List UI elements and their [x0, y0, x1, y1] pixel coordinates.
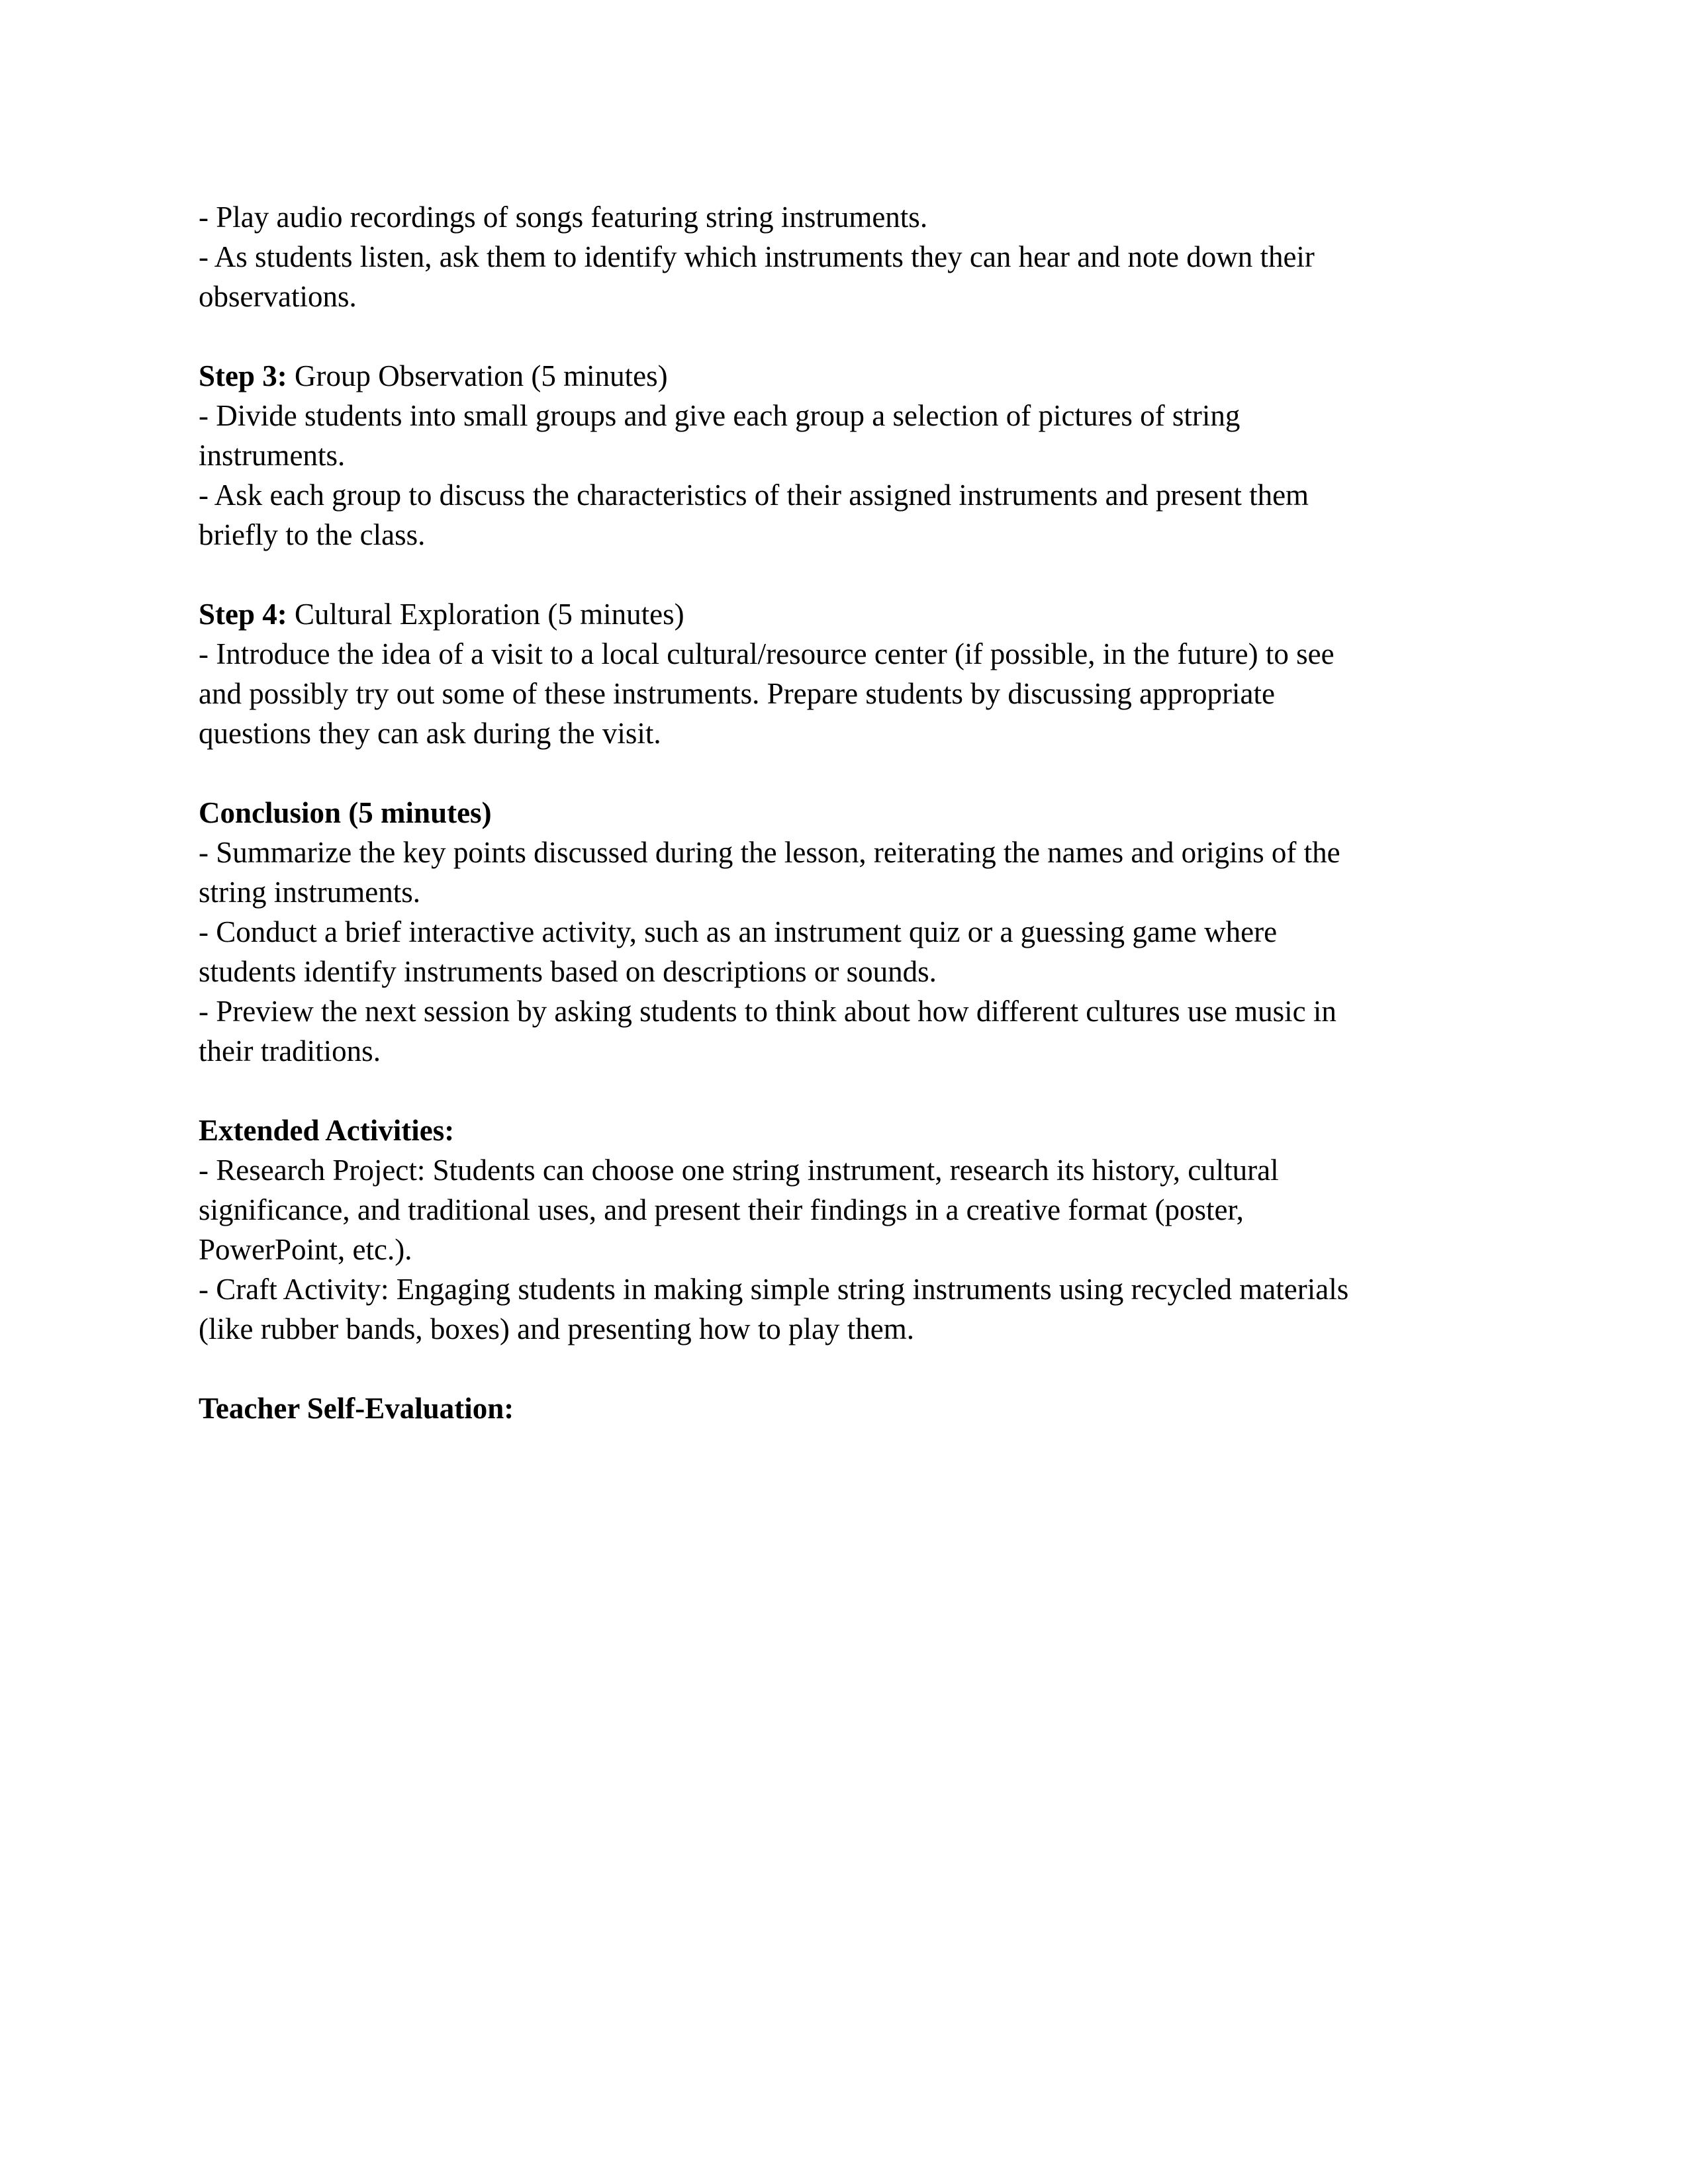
blank-line [199, 1349, 1491, 1388]
text-line [199, 713, 1491, 753]
text-line [199, 197, 1491, 237]
text-line [199, 952, 1491, 991]
blank-line [199, 555, 1491, 594]
text-run: Group Observation (5 minutes) [287, 359, 668, 392]
text-line [199, 1031, 1491, 1071]
text-run: - As students listen, ask them to identify which instruments they can hear and note down their [199, 240, 1315, 273]
text-run: - Craft Activity: Engaging students in making simple string instruments using recycled materials [199, 1273, 1349, 1306]
bold-text-run: Extended Activities: [199, 1114, 455, 1147]
text-line [199, 872, 1491, 912]
text-run: - Ask each group to discuss the characteristics of their assigned instruments and present them [199, 478, 1309, 512]
text-line [199, 833, 1491, 872]
text-line [199, 1269, 1491, 1309]
text-line [199, 396, 1491, 435]
text-run: observations. [199, 280, 357, 313]
text-line [199, 1230, 1491, 1269]
text-line [199, 793, 1491, 833]
text-run: and possibly try out some of these instruments. Prepare students by discussing appropriate [199, 677, 1275, 710]
text-run: briefly to the class. [199, 518, 426, 551]
text-run: - Summarize the key points discussed during the lesson, reiterating the names and origins of the [199, 836, 1340, 869]
text-line [199, 237, 1491, 277]
text-line [199, 1111, 1491, 1150]
text-line [199, 991, 1491, 1031]
document-body [199, 197, 1491, 1428]
text-run: - Research Project: Students can choose one string instrument, research its history, cultural [199, 1154, 1279, 1187]
text-run: questions they can ask during the visit. [199, 717, 661, 750]
text-run: - Divide students into small groups and give each group a selection of pictures of string [199, 399, 1241, 432]
text-run: - Preview the next session by asking students to think about how different cultures use music in [199, 995, 1336, 1028]
text-line [199, 1150, 1491, 1190]
text-line [199, 1309, 1491, 1349]
text-run: their traditions. [199, 1034, 381, 1068]
text-line [199, 515, 1491, 555]
text-run: - Play audio recordings of songs featuring string instruments. [199, 201, 928, 234]
text-run: instruments. [199, 439, 346, 472]
text-run: string instruments. [199, 876, 420, 909]
text-run: (like rubber bands, boxes) and presenting how to play them. [199, 1312, 914, 1345]
text-line [199, 277, 1491, 316]
bold-text-run: Teacher Self-Evaluation: [199, 1392, 514, 1425]
text-run: Cultural Exploration (5 minutes) [287, 598, 684, 631]
text-run: significance, and traditional uses, and present their findings in a creative format (poster, [199, 1193, 1244, 1226]
text-line [199, 634, 1491, 674]
text-run: - Conduct a brief interactive activity, such as an instrument quiz or a guessing game where [199, 915, 1278, 948]
text-line [199, 1388, 1491, 1428]
blank-line [199, 753, 1491, 793]
text-line [199, 475, 1491, 515]
bold-text-run: Step 3: [199, 359, 287, 392]
text-run: students identify instruments based on descriptions or sounds. [199, 955, 937, 988]
text-line [199, 435, 1491, 475]
text-line [199, 674, 1491, 713]
blank-line [199, 1071, 1491, 1111]
blank-line [199, 316, 1491, 356]
bold-text-run: Step 4: [199, 598, 287, 631]
bold-text-run: Conclusion (5 minutes) [199, 796, 492, 829]
text-line [199, 1190, 1491, 1230]
text-run: - Introduce the idea of a visit to a local cultural/resource center (if possible, in the future) to see [199, 637, 1335, 670]
text-line [199, 594, 1491, 634]
text-line [199, 912, 1491, 952]
text-line [199, 356, 1491, 396]
text-run: PowerPoint, etc.). [199, 1233, 412, 1266]
